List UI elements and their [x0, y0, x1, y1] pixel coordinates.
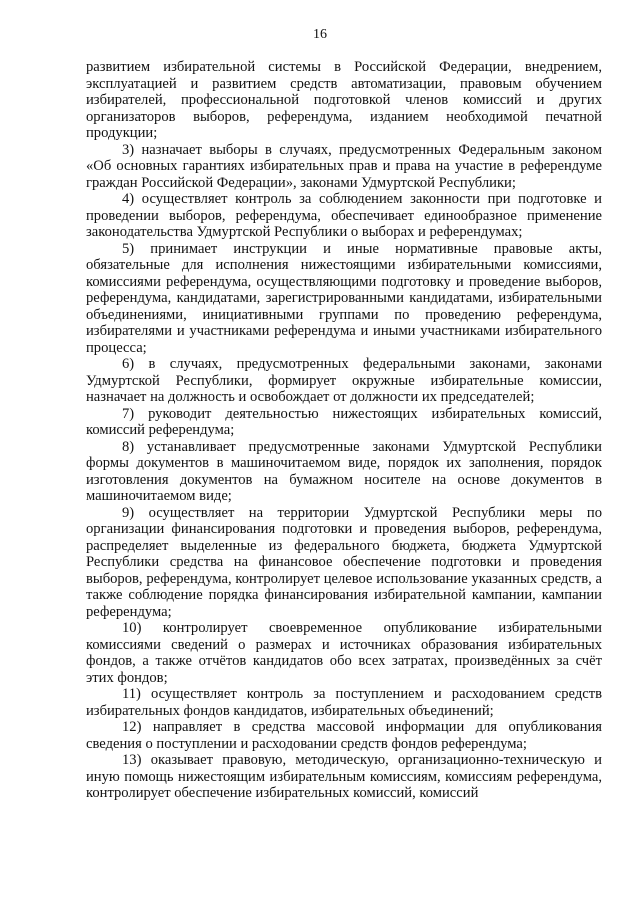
document-body: [86, 59, 602, 802]
paragraph-item-9: 9) осуществляет на территории Удмуртской Республики меры по организации финансирования подготовки и проведения выборов, референдума, распределяет выделенные из федерального бюджета, бюджета Удмуртской Республики средства на финансовое обеспечение подготовки и проведения выборов, референдума, контролирует целевое использование указанных средств, а также соблюдение порядка финансирования избирательной кампании, кампании референдума;: [86, 504, 602, 620]
paragraph-item-4: 4) осуществляет контроль за соблюдением законности при подготовке и проведении выборов, референдума, обеспечивает единообразное применение законодательства Удмуртской Республики о выборах и референдумах;: [86, 191, 602, 240]
paragraph-item-6: 6) в случаях, предусмотренных федеральными законами, законами Удмуртской Республики, формирует окружные избирательные комиссии, назначает на должность и освобождает от должности их председателей;: [86, 356, 602, 405]
paragraph-item-13: 13) оказывает правовую, методическую, организационно-техническую и иную помощь нижестоящим избирательным комиссиям, комиссиям референдума, контролирует обеспечение избирательных комиссий, комиссий: [86, 752, 602, 801]
paragraph-item-7: 7) руководит деятельностью нижестоящих избирательных комиссий, комиссий референдума;: [86, 405, 602, 438]
paragraph-continuation: развитием избирательной системы в Российской Федерации, внедрением, эксплуатацией и развитием средств автоматизации, правовым обучением избирателей, профессиональной подготовкой членов комиссий и других организаторов выборов, референдума, изданием необходимой печатной продукции;: [86, 59, 602, 141]
paragraph-item-12: 12) направляет в средства массовой информации для опубликования сведения о поступлении и расходовании средств фондов референдума;: [86, 719, 602, 752]
paragraph-item-8: 8) устанавливает предусмотренные законами Удмуртской Республики формы документов в машиночитаемом виде, порядок их заполнения, порядок изготовления документов на бумажном носителе на основе документов в машиночитаемом виде;: [86, 438, 602, 504]
paragraph-item-11: 11) осуществляет контроль за поступлением и расходованием средств избирательных фондов кандидатов, избирательных объединений;: [86, 686, 602, 719]
paragraph-item-10: 10) контролирует своевременное опубликование избирательными комиссиями сведений о размерах и источниках образования избирательных фондов, а также отчётов кандидатов обо всех затратах, произведённых за счёт этих фондов;: [86, 620, 602, 686]
page-number: 16: [313, 27, 327, 42]
paragraph-item-3: 3) назначает выборы в случаях, предусмотренных Федеральным законом «Об основных гарантиях избирательных прав и права на участие в референдуме граждан Российской Федерации», законами Удмуртской Республики;: [86, 141, 602, 191]
paragraph-item-5: 5) принимает инструкции и иные нормативные правовые акты, обязательные для исполнения нижестоящими избирательными комиссиями, комиссиями референдума, осуществляющими подготовку и проведение выборов, референдума, кандидатами, зарегистрированными кандидатами, избирательными объединениями, инициативными группами по проведению референдума, избирателями и участниками референдума и иными участниками избирательного процесса;: [86, 240, 602, 356]
